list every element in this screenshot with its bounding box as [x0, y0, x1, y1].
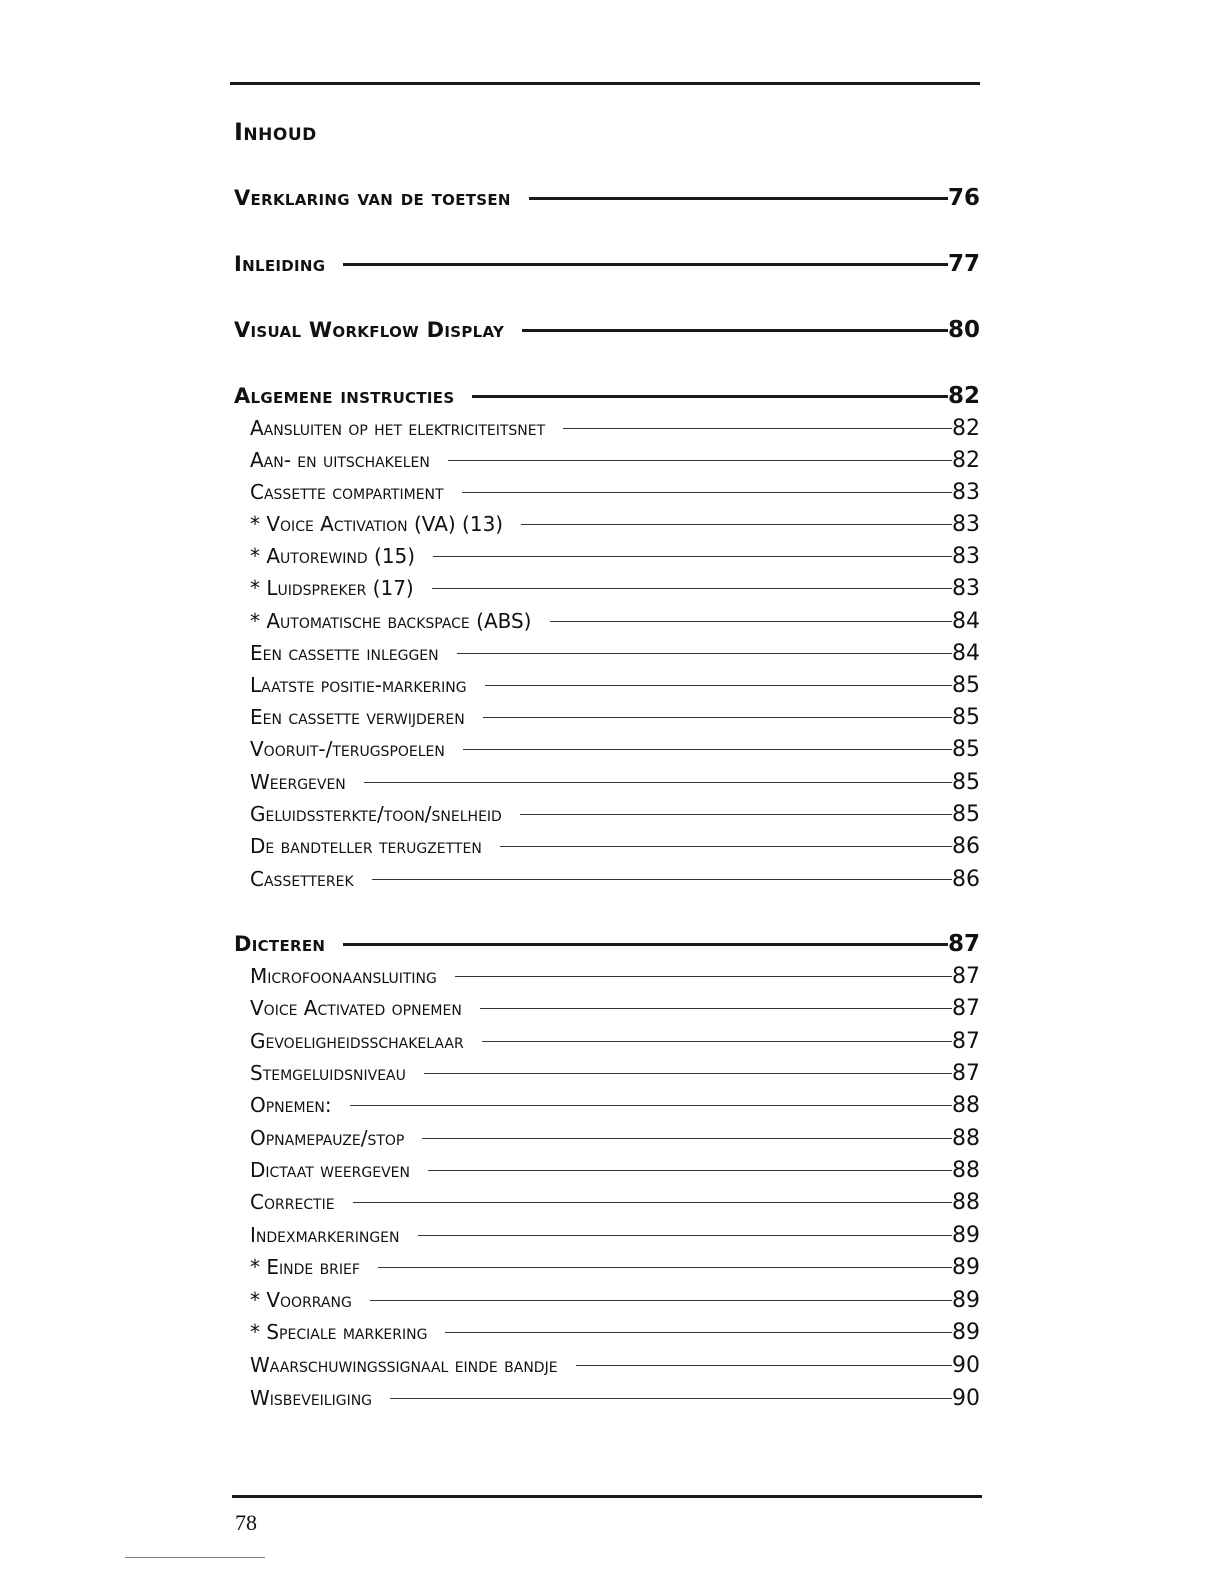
toc-item-label: Weergeven	[250, 770, 346, 794]
toc-item[interactable]	[250, 607, 980, 635]
toc-item[interactable]	[250, 574, 980, 602]
toc-item-label: Cassette compartiment	[250, 480, 444, 504]
toc-page-number: 83	[952, 511, 980, 537]
leader-line	[485, 685, 952, 686]
toc-item[interactable]	[250, 1156, 980, 1184]
toc-item[interactable]	[250, 832, 980, 860]
leader-line	[343, 263, 948, 266]
toc-page-number: 88	[952, 1125, 980, 1151]
leader-line	[370, 1300, 952, 1301]
leader-line	[390, 1398, 952, 1399]
toc-page-number: 82	[947, 383, 980, 409]
leader-line	[463, 749, 952, 750]
leader-line	[462, 492, 952, 493]
toc-section-label: Dicteren	[234, 932, 326, 956]
toc-page-number: 76	[947, 185, 980, 211]
leader-line	[433, 556, 952, 557]
toc-page-number: 90	[952, 1385, 980, 1411]
toc-item-label: Voice Activated opnemen	[250, 996, 462, 1020]
toc-page-number: 89	[952, 1319, 980, 1345]
leader-line	[550, 621, 953, 622]
toc-item-label: * Automatische backspace (ABS)	[250, 609, 532, 633]
toc-item-label: Gevoeligheidsschakelaar	[250, 1029, 464, 1053]
toc-item[interactable]	[250, 510, 980, 538]
toc-page-number: 87	[952, 1028, 980, 1054]
leader-line	[480, 1008, 952, 1009]
toc-item-label: Microfoonaansluiting	[250, 964, 437, 988]
toc-item[interactable]	[250, 703, 980, 731]
toc-item-label: Waarschuwingssignaal einde bandje	[250, 1353, 558, 1377]
toc-item-label: Correctie	[250, 1190, 335, 1214]
toc-item-label: Opnemen:	[250, 1093, 332, 1117]
toc-item[interactable]	[250, 446, 980, 474]
leader-line	[455, 976, 952, 977]
toc-page-number: 87	[952, 995, 980, 1021]
toc-section[interactable]	[234, 381, 980, 411]
toc-page-number: 77	[947, 251, 980, 277]
toc-item-label: Dictaat weergeven	[250, 1158, 410, 1182]
toc-page-number: 85	[952, 672, 980, 698]
toc-item[interactable]	[250, 1188, 980, 1216]
toc-section[interactable]	[234, 183, 980, 213]
toc-item[interactable]	[250, 1384, 980, 1412]
toc-page-number: 88	[952, 1092, 980, 1118]
toc-item[interactable]	[250, 865, 980, 893]
toc-item-label: * Autorewind (15)	[250, 544, 416, 568]
toc-item-label: * Voorrang	[250, 1288, 352, 1312]
toc-page-number: 85	[952, 769, 980, 795]
leader-line	[372, 879, 952, 880]
toc-page-number: 87	[947, 931, 980, 957]
leader-line	[576, 1365, 952, 1366]
leader-line	[448, 460, 952, 461]
toc-item-label: * Voice Activation (VA) (13)	[250, 512, 504, 536]
toc-page-number: 88	[952, 1157, 980, 1183]
leader-line	[482, 1041, 952, 1042]
toc-item-label: Opnamepauze/stop	[250, 1126, 405, 1150]
toc-item[interactable]	[250, 414, 980, 442]
toc-item[interactable]	[250, 1351, 980, 1379]
toc-page-number: 86	[952, 866, 980, 892]
toc-item[interactable]	[250, 800, 980, 828]
toc-item-label: Cassetterek	[250, 867, 354, 891]
toc-item-label: De bandteller terugzetten	[250, 834, 482, 858]
leader-line	[350, 1105, 952, 1106]
toc-section-label: Visual Workflow Display	[234, 318, 505, 342]
toc-item-label: Laatste positie-markering	[250, 673, 467, 697]
footer-page-number: 78	[235, 1510, 257, 1535]
leader-line	[472, 395, 948, 398]
toc-page-number: 83	[952, 543, 980, 569]
toc-page-number: 83	[952, 479, 980, 505]
leader-line	[483, 717, 952, 718]
toc-item-label: Een cassette inleggen	[250, 641, 439, 665]
toc-item[interactable]	[250, 1027, 980, 1055]
toc-item-label: * Luidspreker (17)	[250, 576, 414, 600]
toc-item-label: * Einde brief	[250, 1255, 360, 1279]
toc-item[interactable]	[250, 962, 980, 990]
toc-item[interactable]	[250, 639, 980, 667]
leader-line	[422, 1138, 952, 1139]
toc-item[interactable]	[250, 1221, 980, 1249]
toc-item-label: Een cassette verwijderen	[250, 705, 465, 729]
toc-item[interactable]	[250, 768, 980, 796]
toc-item-label: Indexmarkeringen	[250, 1223, 400, 1247]
toc-item[interactable]	[250, 1318, 980, 1346]
toc-item-label: Aan- en uitschakelen	[250, 448, 430, 472]
toc-section-label: Verklaring van de toetsen	[234, 186, 511, 210]
leader-line	[521, 524, 952, 525]
toc-item[interactable]	[250, 542, 980, 570]
leader-line	[457, 653, 952, 654]
toc-heading: Inhoud	[234, 118, 317, 146]
toc-section[interactable]	[234, 315, 980, 345]
toc-page-number: 88	[952, 1189, 980, 1215]
leader-line	[520, 814, 952, 815]
leader-line	[432, 588, 952, 589]
toc-page-number: 80	[947, 317, 980, 343]
scan-artifact-line	[125, 1557, 265, 1558]
leader-line	[428, 1170, 952, 1171]
toc-item-label: Aansluiten op het elektriciteitsnet	[250, 416, 546, 440]
toc-item[interactable]	[250, 1091, 980, 1119]
toc-page-number: 84	[952, 640, 980, 666]
toc-item-label: Geluidssterkte/toon/snelheid	[250, 802, 502, 826]
top-rule	[230, 82, 980, 85]
toc-section[interactable]	[234, 929, 980, 959]
toc-item[interactable]	[250, 1253, 980, 1281]
leader-line	[500, 846, 952, 847]
toc-page-number: 84	[952, 608, 980, 634]
toc-item-label: * Speciale markering	[250, 1320, 428, 1344]
toc-page-number: 89	[952, 1287, 980, 1313]
toc-page-number: 87	[952, 1060, 980, 1086]
leader-line	[353, 1202, 952, 1203]
leader-line	[522, 329, 948, 332]
toc-page-number: 87	[952, 963, 980, 989]
toc-item[interactable]	[250, 671, 980, 699]
toc-page-number: 85	[952, 736, 980, 762]
toc-item-label: Wisbeveiliging	[250, 1386, 373, 1410]
toc-page-number: 82	[952, 415, 980, 441]
toc-page-number: 85	[952, 801, 980, 827]
toc-page-number: 89	[952, 1222, 980, 1248]
toc-item[interactable]	[250, 1059, 980, 1087]
leader-line	[364, 782, 952, 783]
bottom-rule	[232, 1495, 982, 1498]
toc-item[interactable]	[250, 1286, 980, 1314]
leader-line	[424, 1073, 952, 1074]
leader-line	[343, 943, 948, 946]
toc-page-number: 86	[952, 833, 980, 859]
toc-page-number: 90	[952, 1352, 980, 1378]
toc-section[interactable]	[234, 249, 980, 279]
leader-line	[529, 197, 948, 200]
toc-item[interactable]	[250, 735, 980, 763]
toc-page-number: 89	[952, 1254, 980, 1280]
toc-page-number: 85	[952, 704, 980, 730]
toc-item[interactable]	[250, 1124, 980, 1152]
leader-line	[418, 1235, 953, 1236]
leader-line	[378, 1267, 952, 1268]
toc-section-label: Algemene instructies	[234, 384, 455, 408]
leader-line	[563, 428, 952, 429]
leader-line	[445, 1332, 952, 1333]
toc-page-number: 83	[952, 575, 980, 601]
toc-item[interactable]	[250, 478, 980, 506]
toc-item-label: Stemgeluidsniveau	[250, 1061, 406, 1085]
toc-section-label: Inleiding	[234, 252, 326, 276]
toc-item[interactable]	[250, 994, 980, 1022]
toc-item-label: Vooruit-/terugspoelen	[250, 737, 445, 761]
toc-page-number: 82	[952, 447, 980, 473]
